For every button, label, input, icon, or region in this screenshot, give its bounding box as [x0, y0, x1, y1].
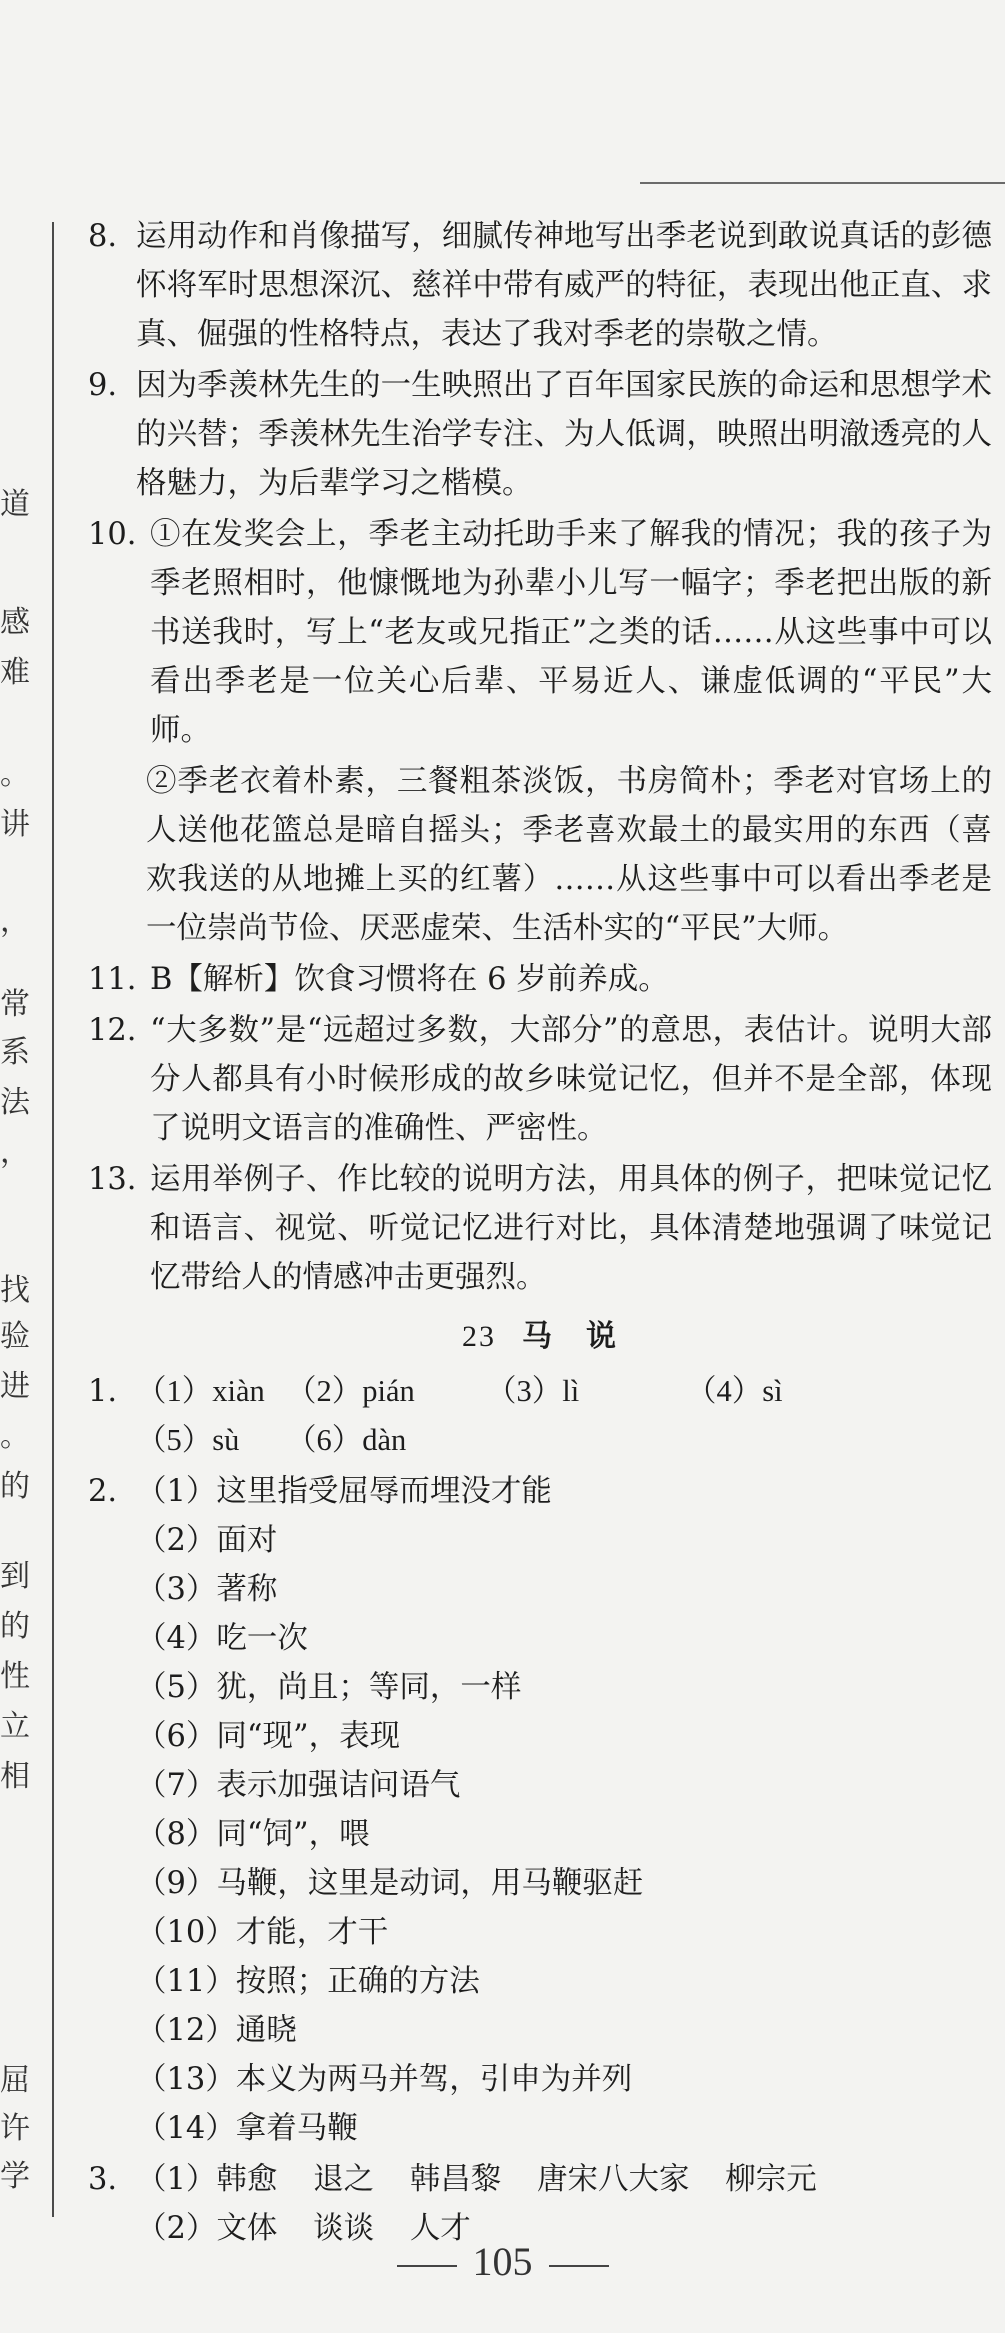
edge-fragment: ， [0, 1135, 30, 1170]
page-dash-right [549, 2265, 609, 2267]
top-rule [640, 182, 1005, 184]
answer-row [88, 2155, 992, 2204]
pinyin-row [88, 1367, 992, 1416]
definition: （2）面对 [136, 1523, 278, 1558]
section-title [88, 1312, 992, 1361]
margin-line [52, 222, 54, 2217]
answer-term: （1）韩愈 [136, 2162, 278, 2197]
item-number: 13. [88, 1162, 137, 1197]
question-1 [88, 1367, 992, 1465]
edge-fragment: 找 [0, 1273, 30, 1308]
edge-fragment: 常 [0, 987, 30, 1022]
item-number: 10. [88, 517, 137, 552]
definition: （12）通晓 [136, 2013, 297, 2048]
definition: （10）才能，才干 [136, 1915, 389, 1950]
pinyin-answer: （2）pián [286, 1374, 415, 1408]
pinyin-answer: （6）dàn [286, 1423, 407, 1457]
item-text: “大多数”是“远超过多数，大部分”的意思，表估计。说明大部分人都具有小时候形成的故乡味觉记忆，但并不是全部，体现了说明文语言的准确性、严密性。 [150, 1013, 992, 1146]
item-text: B【解析】饮食习惯将在 6 岁前养成。 [150, 962, 669, 997]
edge-fragment: ， [0, 904, 30, 939]
item-number: 11. [88, 962, 137, 997]
answer-item [88, 510, 992, 755]
answer-term: （2）文体 [136, 2211, 278, 2246]
edge-fragment: 道 [0, 487, 30, 522]
answer-term: 谈谈 [313, 2211, 375, 2246]
definition-list [88, 1467, 992, 2153]
section-heading: 马 说 [522, 1319, 618, 1354]
answer-item [88, 212, 992, 359]
edge-fragment: 性 [0, 1659, 30, 1694]
pinyin-row [88, 1416, 992, 1465]
item-number: 3. [88, 2162, 118, 2197]
edge-fragment: 系 [0, 1035, 30, 1070]
definition: （7）表示加强诘问语气 [136, 1768, 461, 1803]
edge-fragment: 。 [0, 757, 30, 792]
item-text: ②季老衣着朴素，三餐粗茶淡饭，书房简朴；季老对官场上的人送他花篮总是暗自摇头；季老喜欢最土的最实用的东西（喜欢我送的从地摊上买的红薯）……从这些事中可以看出季老是一位崇尚节俭、厌恶虚荣、生活朴实的“平民”大师。 [146, 764, 992, 946]
pinyin-answer: （4）sì [686, 1374, 783, 1408]
item-number: 9. [88, 368, 118, 403]
answer-term: 柳宗元 [725, 2162, 817, 2197]
item-text: ①在发奖会上，季老主动托助手来了解我的情况；我的孩子为季老照相时，他慷慨地为孙辈小儿写一幅字；季老把出版的新书送我时，写上“老友或兄指正”之类的话……从这些事中可以看出季老是一位关心后辈、平易近人、谦虚低调的“平民”大师。 [150, 517, 992, 748]
pinyin-answer: （3）lì [486, 1374, 580, 1408]
page-number [0, 2238, 1005, 2285]
edge-fragment: 进 [0, 1369, 30, 1404]
item-number: 2. [88, 1474, 118, 1509]
definition: （8）同“饲”，喂 [136, 1817, 370, 1852]
edge-fragment: 。 [0, 1419, 30, 1454]
answer-term: 韩昌黎 [409, 2162, 502, 2197]
definition: （14）拿着马鞭 [136, 2111, 358, 2146]
edge-fragment: 的 [0, 1609, 30, 1644]
item-text: 运用动作和肖像描写，细腻传神地写出季老说到敢说真话的彭德怀将军时思想深沉、慈祥中带有威严的特征，表现出他正直、求真、倔强的性格特点，表达了我对季老的崇敬之情。 [136, 219, 992, 352]
pinyin-answer: （5）sù [136, 1423, 240, 1457]
section-number: 23 [462, 1320, 496, 1353]
definition: （3）著称 [136, 1572, 278, 1607]
definition: （5）犹，尚且；等同，一样 [136, 1670, 522, 1705]
definition: （13）本义为两马并驾，引申为并列 [136, 2062, 633, 2097]
definition: （11）按照；正确的方法 [136, 1964, 480, 1999]
answer-item [88, 1006, 992, 1153]
edge-fragment: 法 [0, 1085, 30, 1120]
answer-term: 人才 [409, 2211, 471, 2246]
edge-fragment: 学 [0, 2159, 30, 2194]
edge-fragment: 验 [0, 1319, 30, 1354]
edge-fragment: 难 [0, 655, 30, 690]
edge-fragment: 的 [0, 1469, 30, 1504]
answer-term: 退之 [313, 2162, 375, 2197]
edge-fragment: 感 [0, 605, 30, 640]
item-text: 运用举例子、作比较的说明方法，用具体的例子，把味觉记忆和语言、视觉、听觉记忆进行对比，具体清楚地强调了味觉记忆带给人的情感冲击更强烈。 [150, 1162, 992, 1295]
answer-item [88, 955, 992, 1004]
definition: （6）同“现”，表现 [136, 1719, 401, 1754]
definition: （1）这里指受屈辱而埋没才能 [136, 1474, 552, 1509]
definition: （4）吃一次 [136, 1621, 308, 1656]
answer-item [88, 361, 992, 508]
edge-fragment: 到 [0, 1559, 30, 1594]
item-number: 12. [88, 1013, 137, 1048]
question-2 [88, 1467, 992, 2153]
item-text: 因为季羡林先生的一生映照出了百年国家民族的命运和思想学术的兴替；季羡林先生治学专注、为人低调，映照出明澈透亮的人格魅力，为后辈学习之楷模。 [136, 368, 992, 501]
page-dash-left [397, 2265, 457, 2267]
answer-item [88, 757, 992, 953]
page-number-text: 105 [472, 2239, 533, 2284]
item-number: 8. [88, 219, 118, 254]
edge-fragment: 讲 [0, 807, 30, 842]
answer-content [88, 212, 992, 2255]
definition: （9）马鞭，这里是动词，用马鞭驱赶 [136, 1866, 644, 1901]
edge-fragment: 相 [0, 1759, 30, 1794]
item-number: 1. [88, 1374, 118, 1409]
edge-fragment: 立 [0, 1709, 30, 1744]
pinyin-answer: （1）xiàn [136, 1374, 265, 1408]
edge-fragment: 屈 [0, 2063, 30, 2098]
answer-term: 唐宋八大家 [537, 2162, 690, 2197]
edge-fragment: 许 [0, 2111, 30, 2146]
answer-item [88, 1155, 992, 1302]
